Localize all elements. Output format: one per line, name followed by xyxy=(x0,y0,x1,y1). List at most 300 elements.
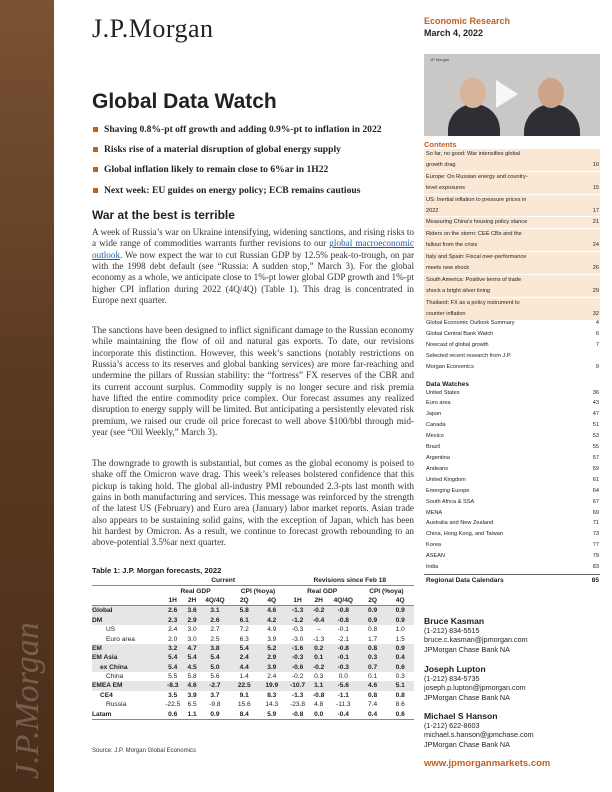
contact-name: Joseph Lupton xyxy=(424,664,486,674)
contents-item-label: shock a bright silver lining xyxy=(426,287,491,294)
table-cell: 6.3 xyxy=(239,635,249,643)
column-header: 2H xyxy=(185,596,200,606)
data-watch-item[interactable] xyxy=(424,518,600,529)
table-cell: 1.5 xyxy=(395,635,405,643)
data-watch-label: United Kingdom xyxy=(426,476,466,483)
table-cell: 0.9 xyxy=(199,709,230,719)
table-cell: 1.7 xyxy=(368,635,378,643)
table-cell: 0.2 xyxy=(310,644,328,653)
global-outlook-link[interactable]: global macroeconomic outlook xyxy=(92,238,414,260)
data-watch-page: 53 xyxy=(592,433,599,440)
table-cell: 6.5 xyxy=(187,701,197,709)
table-row xyxy=(92,709,414,719)
table-cell: 5.9 xyxy=(258,709,286,719)
row-label: China xyxy=(106,673,124,681)
table-cell: 8.4 xyxy=(230,709,258,719)
row-label: Latam xyxy=(92,709,161,719)
contents-item-label: meets new shock xyxy=(426,265,470,272)
table-cell: 0.9 xyxy=(386,606,414,616)
table-cell: 1.1 xyxy=(185,709,200,719)
data-watch-item[interactable] xyxy=(424,420,600,431)
contents-item-page: 10 xyxy=(592,161,599,168)
table-cell: 3.9 xyxy=(258,663,286,672)
jpmorgan-logo: J.P.Morgan xyxy=(92,14,214,43)
paragraph-1 xyxy=(92,227,414,306)
table-cell: 4.4 xyxy=(230,663,258,672)
table-cell: 0.6 xyxy=(386,709,414,719)
table-row xyxy=(92,634,414,643)
contents-item-label: level exposures xyxy=(426,184,465,191)
key-point: Next week: EU guides on energy policy; ECB remains cautious xyxy=(92,185,412,196)
data-watch-label: South Africa & SSA xyxy=(426,498,475,505)
data-watch-page: 47 xyxy=(592,411,599,418)
contents-item-page: 21 xyxy=(592,219,599,226)
contents-item-label: Measuring China's housing policy stance xyxy=(426,219,528,226)
data-watch-item[interactable] xyxy=(424,497,600,508)
table-cell: 5.8 xyxy=(187,673,197,681)
data-watch-label: Andeans xyxy=(426,465,449,472)
paragraph-1-text-a: A week of Russia’s war on Ukraine intensifying, widening sanctions, and rising risks to a wide range of commodities warrants further revisions to our xyxy=(92,227,414,249)
table-cell: -9.8 xyxy=(209,701,221,709)
contents-item-label: growth drag xyxy=(426,161,456,168)
table-row xyxy=(92,644,414,653)
contact-email[interactable]: michael.s.hanson@jpmchase.com xyxy=(424,730,534,740)
table-cell: 2.0 xyxy=(168,635,178,643)
contents-item-label: Europe: On Russian energy and country- xyxy=(426,173,528,180)
contents-item-cont[interactable] xyxy=(424,183,600,194)
data-watch-item[interactable] xyxy=(424,529,600,540)
contents-title: Contents xyxy=(424,140,457,149)
table-cell: -8.3 xyxy=(161,681,185,690)
data-watch-page: 59 xyxy=(592,465,599,472)
data-watch-label: Canada xyxy=(426,422,446,429)
table-row xyxy=(92,691,414,700)
contents-item[interactable] xyxy=(424,216,600,228)
table-cell: 4.6 xyxy=(258,606,286,616)
video-label: JP Morgan xyxy=(430,57,450,62)
data-watch-item[interactable] xyxy=(424,551,600,562)
contact-name: Michael S Hanson xyxy=(424,711,498,721)
column-header: 2Q xyxy=(230,596,258,606)
contents-list xyxy=(424,318,600,584)
column-header: 2H xyxy=(310,596,328,606)
table-cell: -1.6 xyxy=(286,644,310,653)
contents-item-cont[interactable] xyxy=(424,240,600,251)
data-watch-page: 73 xyxy=(592,531,599,538)
table-cell: -0.4 xyxy=(328,709,359,719)
data-watch-page: 57 xyxy=(592,454,599,461)
contents-item-label: South America: Positive terms of trade xyxy=(426,276,522,283)
table-cell: 0.6 xyxy=(386,663,414,672)
data-watch-item[interactable] xyxy=(424,562,600,573)
forecast-table xyxy=(92,576,414,720)
data-watch-item[interactable] xyxy=(424,486,600,497)
table-cell: 3.9 xyxy=(267,635,277,643)
table-cell: 3.8 xyxy=(199,644,230,653)
table-cell: 0.8 xyxy=(395,691,405,699)
table-cell: -1.3 xyxy=(286,606,310,616)
table-cell: -1.3 xyxy=(291,691,304,699)
table-cell: -23.8 xyxy=(290,701,306,709)
column-header: 4Q/4Q xyxy=(328,596,359,606)
table-cell: 22.5 xyxy=(230,681,258,690)
toc-item-page: 9 xyxy=(595,363,599,370)
play-icon[interactable] xyxy=(496,80,518,108)
data-watch-label: Korea xyxy=(426,542,441,549)
table-cell: -0.3 xyxy=(328,663,359,672)
contents-item[interactable] xyxy=(424,274,600,286)
table-cell: 5.4 xyxy=(161,653,185,662)
table-cell: 2.4 xyxy=(230,653,258,662)
data-watch-label: China, Hong Kong, and Taiwan xyxy=(426,531,504,538)
contact-name: Bruce Kasman xyxy=(424,616,485,626)
report-header xyxy=(424,16,510,38)
contents-item[interactable] xyxy=(424,194,600,206)
column-header: 4Q/4Q xyxy=(199,596,230,606)
data-watch-page: 51 xyxy=(592,422,599,429)
table-cell: 3.7 xyxy=(210,691,220,699)
row-label: ex China xyxy=(92,663,161,672)
data-watch-page: 61 xyxy=(592,476,599,483)
data-watch-page: 67 xyxy=(592,498,599,505)
sub-real-gdp: Real GDP xyxy=(180,587,211,595)
table-cell: 8.3 xyxy=(267,691,277,699)
contents-item-label: fallout from the crisis xyxy=(426,242,478,249)
table-cell: 3.0 xyxy=(187,635,197,643)
table-row xyxy=(92,606,414,616)
table-cell: 1.4 xyxy=(239,673,249,681)
table-cell: -0.6 xyxy=(286,663,310,672)
key-points xyxy=(92,124,412,205)
contact-email[interactable]: bruce.c.kasman@jpmorgan.com xyxy=(424,635,528,645)
table-row xyxy=(92,625,414,634)
table-row xyxy=(92,681,414,690)
toc-item-page: 6 xyxy=(595,330,599,337)
data-watch-page: 69 xyxy=(592,509,599,516)
table-cell: 0.9 xyxy=(386,616,414,625)
table-cell: -11.3 xyxy=(336,701,351,709)
row-label: EMEA EM xyxy=(92,681,161,690)
table-cell: 3.0 xyxy=(187,626,197,634)
row-label: Global xyxy=(92,606,161,616)
table-row xyxy=(92,616,414,625)
table-cell: 6.1 xyxy=(230,616,258,625)
table-cell: 7.4 xyxy=(368,701,378,709)
contents-item-label: US: Inertial inflation to pressure prices in xyxy=(426,196,527,203)
table-row xyxy=(92,700,414,709)
table-cell: 5.1 xyxy=(386,681,414,690)
table-cell: -1.2 xyxy=(286,616,310,625)
table-cell: -3.0 xyxy=(291,635,304,643)
data-watch-item[interactable] xyxy=(424,409,600,420)
table-cell: 0.0 xyxy=(338,673,348,681)
data-watch-item[interactable] xyxy=(424,442,600,453)
data-watch-item[interactable] xyxy=(424,431,600,442)
table-cell: 5.0 xyxy=(199,663,230,672)
table-cell: -- xyxy=(316,626,321,634)
table-cell: 1.0 xyxy=(395,626,405,634)
group-current: Current xyxy=(161,576,286,586)
toc-item-label: Nowcast of global growth xyxy=(426,341,489,348)
paragraph-3: The downgrade to growth is substantial, but comes as the global economy is poised to shake off the Omicron wave drag. This week’s releases bolstered confidence that this pickup is taking hold. The global all-industry PMI rebounded 2.3-pts last month with gains in both manufacturing and services. This message was reinforced by the strength of the latest US (February) and Euro area (January) labor market reports. Asian trade also appears to be sustaining solid gains, with the exception of Japan, which has been hit hardest by Omicron. As a result, we continue to forecast growth rebounding to an above-potential 3.5%ar next quarter. xyxy=(92,458,414,548)
table-cell: 14.3 xyxy=(265,701,279,709)
report-category: Economic Research xyxy=(424,16,511,26)
data-watch-item[interactable] xyxy=(424,508,600,519)
data-watch-item[interactable] xyxy=(424,388,600,399)
data-watch-page: 79 xyxy=(592,553,599,560)
row-label: EM xyxy=(92,644,161,653)
key-point: Risks rise of a material disruption of global energy supply xyxy=(92,144,412,155)
contents-item[interactable] xyxy=(424,149,600,160)
table-cell: -22.5 xyxy=(165,701,181,709)
table-cell: 2.9 xyxy=(185,616,200,625)
video-thumbnail[interactable] xyxy=(424,54,600,136)
report-date: March 4, 2022 xyxy=(424,28,484,38)
data-watch-label: Euro area xyxy=(426,400,451,407)
toc-item[interactable] xyxy=(424,340,600,351)
data-watch-label: Argentina xyxy=(426,454,450,461)
key-point: Shaving 0.8%-pt off growth and adding 0.9%-pt to inflation in 2022 xyxy=(92,124,412,135)
table-cell: 0.9 xyxy=(386,644,414,653)
table-cell: -5.6 xyxy=(328,681,359,690)
contact-phone: (1-212) 622-8603 xyxy=(424,721,480,730)
contact-phone: (1-212) 834-5735 xyxy=(424,674,480,683)
table-cell: 2.6 xyxy=(199,616,230,625)
toc-item-label: Global Central Bank Watch xyxy=(426,330,494,337)
table-cell: -0.1 xyxy=(328,653,359,662)
table-cell: 0.9 xyxy=(359,606,387,616)
data-watch-page: 55 xyxy=(592,444,599,451)
regional-page: 85 xyxy=(591,576,599,584)
table-cell: 0.3 xyxy=(359,653,387,662)
data-watch-label: MENA xyxy=(426,509,443,516)
contents-item-page: 26 xyxy=(592,265,599,272)
table-cell: 4.6 xyxy=(359,681,387,690)
table-cell: 19.9 xyxy=(258,681,286,690)
presenter-left xyxy=(446,66,502,136)
table-cell: 4.5 xyxy=(185,663,200,672)
table-row xyxy=(92,653,414,662)
table-cell: -0.8 xyxy=(328,606,359,616)
data-watch-page: 77 xyxy=(592,542,599,549)
page-title: Global Data Watch xyxy=(92,90,277,113)
key-point: Global inflation likely to remain close to 6%ar in 1H22 xyxy=(92,164,412,175)
column-header: 2Q xyxy=(359,596,387,606)
contents-item-page: 29 xyxy=(592,287,599,294)
contents-highlighted xyxy=(424,149,600,320)
contents-item[interactable] xyxy=(424,228,600,240)
data-watch-page: 43 xyxy=(592,400,599,407)
data-watch-item[interactable] xyxy=(424,453,600,464)
table-cell: -0.2 xyxy=(310,606,328,616)
table-title: Table 1: J.P. Morgan forecasts, 2022 xyxy=(92,566,222,575)
row-label: US xyxy=(106,626,116,634)
table-cell: -2.7 xyxy=(199,681,230,690)
table-cell: 4.6 xyxy=(185,681,200,690)
contact-phone: (1-212) 834-5515 xyxy=(424,626,480,635)
row-label: CE4 xyxy=(100,691,113,699)
regional-calendars-item[interactable] xyxy=(424,574,600,584)
data-watch-item[interactable] xyxy=(424,475,600,486)
row-label: EM Asia xyxy=(92,653,161,662)
data-watch-label: Emerging Europe xyxy=(426,487,470,494)
sub-real-gdp: Real GDP xyxy=(307,587,338,595)
toc-item[interactable] xyxy=(424,318,600,329)
table-cell: 2.7 xyxy=(210,626,220,634)
table-cell: -0.3 xyxy=(291,626,304,634)
contact-org: JPMorgan Chase Bank NA xyxy=(424,644,510,654)
contents-item-label: 2022 xyxy=(426,207,439,214)
brand-sidebar xyxy=(0,0,54,792)
row-label: Russia xyxy=(106,701,127,709)
data-watch-label: India xyxy=(426,564,439,571)
table-cell: 2.4 xyxy=(168,626,178,634)
website-link[interactable]: www.jpmorganmarkets.com xyxy=(424,758,551,769)
contents-item[interactable] xyxy=(424,171,600,183)
contact-email[interactable]: joseph.p.lupton@jpmorgan.com xyxy=(424,683,526,693)
table-cell: 5.2 xyxy=(258,644,286,653)
table-cell: 0.1 xyxy=(310,653,328,662)
table-cell: 5.4 xyxy=(199,653,230,662)
data-watch-label: Brazil xyxy=(426,444,440,451)
data-watch-label: Australia and New Zealand xyxy=(426,520,494,527)
table-cell: 5.8 xyxy=(230,606,258,616)
table-cell: 2.3 xyxy=(161,616,185,625)
contact-org: JPMorgan Chase Bank NA xyxy=(424,739,510,749)
contact-3 xyxy=(424,711,600,749)
table-cell: 2.9 xyxy=(258,653,286,662)
contents-item[interactable] xyxy=(424,297,600,309)
table-row xyxy=(92,663,414,672)
group-revisions: Revisions since Feb 18 xyxy=(286,576,414,586)
toc-item[interactable] xyxy=(424,351,600,362)
contact-org: JPMorgan Chase Bank NA xyxy=(424,692,510,702)
toc-item-page: 4 xyxy=(595,320,599,326)
toc-item[interactable] xyxy=(424,362,600,373)
contents-item-cont[interactable] xyxy=(424,160,600,171)
contents-item-label: So far, no good: War intensifies global xyxy=(426,151,521,157)
table-cell: 5.4 xyxy=(161,663,185,672)
table-cell: 0.7 xyxy=(359,663,387,672)
contents-item-page: 15 xyxy=(592,184,599,191)
table-source: Source: J.P. Morgan Global Economics xyxy=(92,748,196,754)
presenter-right xyxy=(522,66,582,136)
table-cell: 5.4 xyxy=(230,644,258,653)
data-watches-title: Data Watches xyxy=(426,380,469,388)
row-label: DM xyxy=(92,616,161,625)
toc-item-label: Global Economic Outlook Summary xyxy=(426,320,515,326)
data-watch-page: 71 xyxy=(592,520,599,527)
contents-item-cont[interactable] xyxy=(424,206,600,217)
contents-item-cont[interactable] xyxy=(424,286,600,297)
toc-item[interactable] xyxy=(424,329,600,340)
table-cell: 4.8 xyxy=(314,701,324,709)
contents-item[interactable] xyxy=(424,251,600,263)
section-heading: War at the best is terrible xyxy=(92,208,235,222)
paragraph-1-text-b: . We now expect the war to cut Russian GDP by 12.5% peak-to-trough, on par with the 1998 debt default (see “Russia: A sudden stop,” March 3). For the global economy as a whole, we anticipate close to 1%-pt lower global GDP growth and 1%-pt higher CPI inflation during 2022 (4Q/4Q) (Table 1). This drag is concentrated in Europe next quarter. xyxy=(92,249,414,306)
table-cell: 7.2 xyxy=(239,626,249,634)
table-cell: -0.2 xyxy=(291,673,304,681)
contents-item-page: 32 xyxy=(592,310,599,317)
table-cell: -0.8 xyxy=(328,616,359,625)
toc-item-label: Morgan Economics xyxy=(426,363,474,370)
table-cell: -0.8 xyxy=(286,709,310,719)
table-cell: 3.6 xyxy=(185,606,200,616)
table-cell: 15.6 xyxy=(237,701,251,709)
table-cell: -1.3 xyxy=(312,635,325,643)
table-cell: 3.2 xyxy=(161,644,185,653)
table-cell: 0.8 xyxy=(368,691,378,699)
table-row xyxy=(92,672,414,681)
table-cell: 4.9 xyxy=(267,626,277,634)
table-cell: 0.3 xyxy=(314,673,324,681)
contents-item-label: counter inflation xyxy=(426,310,466,317)
table-cell: -1.1 xyxy=(337,691,349,699)
data-watch-label: Mexico xyxy=(426,433,444,440)
table-cell: 3.1 xyxy=(199,606,230,616)
column-header: 1H xyxy=(161,596,185,606)
table-cell: -2.1 xyxy=(337,635,349,643)
sub-cpi: CPI (%oya) xyxy=(369,587,404,595)
table-cell: 0.0 xyxy=(310,709,328,719)
data-watch-item[interactable] xyxy=(424,464,600,475)
table-cell: 2.4 xyxy=(267,673,277,681)
contents-item-page: 24 xyxy=(592,242,599,249)
table-cell: 1.1 xyxy=(310,681,328,690)
data-watch-label: ASEAN xyxy=(426,553,445,560)
column-header: 4Q xyxy=(258,596,286,606)
table-cell: 3.9 xyxy=(187,691,197,699)
table-cell: 8.6 xyxy=(395,701,405,709)
table-cell: 5.6 xyxy=(210,673,220,681)
table-cell: 0.3 xyxy=(395,673,405,681)
contents-item-label: Thailand: FX as a policy instrument to xyxy=(426,299,520,306)
data-watch-page: 64 xyxy=(592,487,599,494)
regional-label: Regional Data Calendars xyxy=(426,576,504,584)
contents-item-cont[interactable] xyxy=(424,263,600,274)
data-watch-page: 36 xyxy=(592,389,599,396)
table-cell: -0.4 xyxy=(310,616,328,625)
table-cell: 0.4 xyxy=(359,709,387,719)
toc-item-label: Selected recent research from J.P. xyxy=(426,352,512,359)
sidebar-watermark: J.P.Morgan xyxy=(9,622,46,779)
sub-cpi: CPI (%oya) xyxy=(240,587,276,595)
table-cell: 0.8 xyxy=(359,644,387,653)
contents-item-label: Italy and Spain: Fiscal over-performance xyxy=(426,254,527,261)
table-cell: -10.7 xyxy=(286,681,310,690)
table-cell: -0.8 xyxy=(312,691,325,699)
table-cell: -0.2 xyxy=(310,663,328,672)
data-watch-item[interactable] xyxy=(424,398,600,409)
table-cell: 0.9 xyxy=(359,616,387,625)
contact-2 xyxy=(424,664,600,702)
data-watch-label: United States xyxy=(426,389,460,396)
table-cell: 0.4 xyxy=(386,653,414,662)
table-cell: 2.6 xyxy=(161,606,185,616)
table-cell: 9.1 xyxy=(239,691,249,699)
table-cell: 0.6 xyxy=(161,709,185,719)
data-watch-item[interactable] xyxy=(424,540,600,551)
column-header: 4Q xyxy=(386,596,414,606)
contact-1 xyxy=(424,616,600,654)
data-watch-page: 83 xyxy=(592,564,599,571)
contents-item-page: 17 xyxy=(592,207,599,214)
contents-item-label: Riders on the storm: CEE CBs and the xyxy=(426,231,522,238)
table-cell: 4.7 xyxy=(185,644,200,653)
table-cell: 3.5 xyxy=(168,691,178,699)
table-cell: 0.8 xyxy=(368,626,378,634)
table-cell: 4.2 xyxy=(258,616,286,625)
